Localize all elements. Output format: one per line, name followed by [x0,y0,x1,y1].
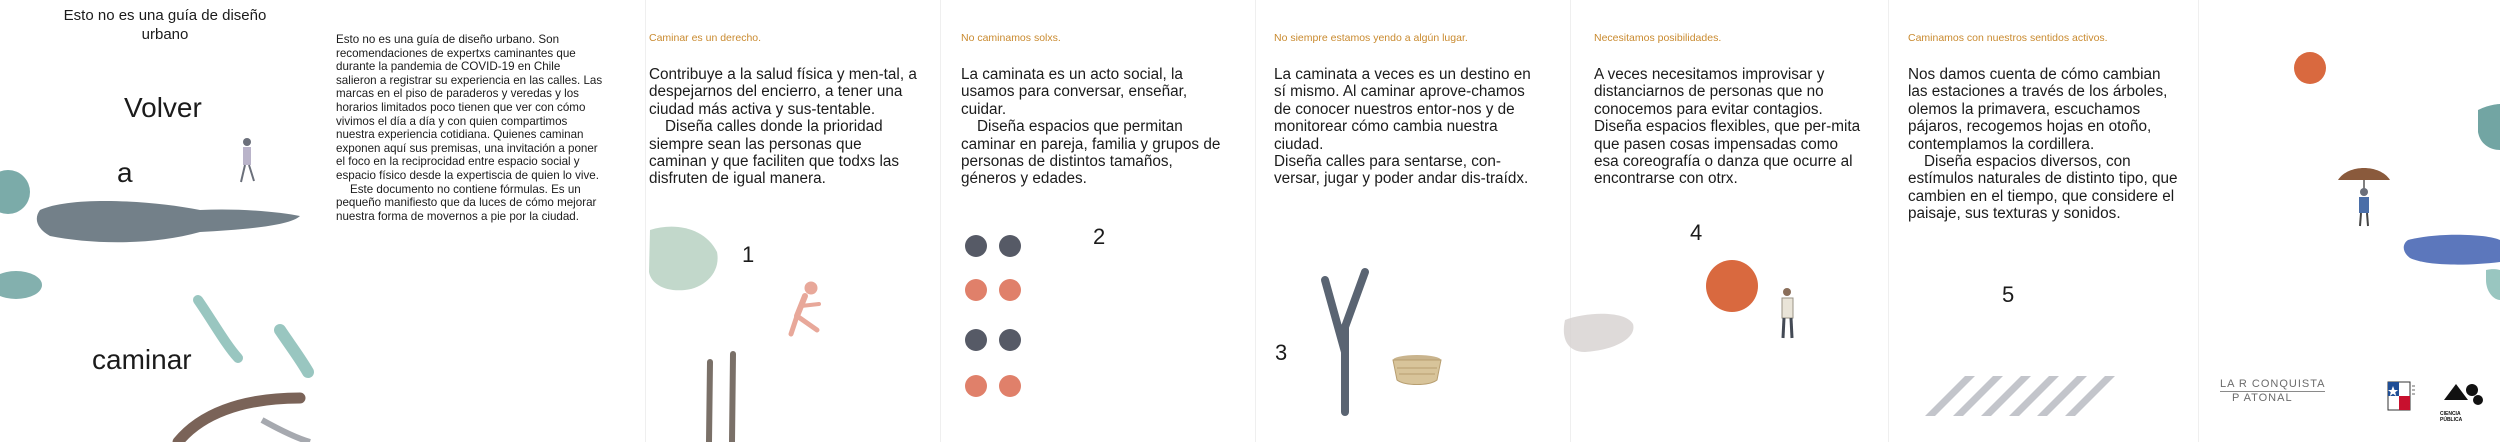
section-4-body [1594,66,1864,188]
teal-blob-right-lower [2486,269,2500,300]
intro-text [336,33,604,223]
cover-word-a: a [117,157,133,188]
section-2-dots-illustration [960,230,1080,410]
section-4-illustration [1555,242,1855,442]
teal-blob-left-lower [0,271,42,299]
la-reconquista-peatonal-logo [2220,378,2325,404]
orange-circle [1706,260,1758,312]
salmon-dot [965,375,987,397]
logo-line: LA R CONQUISTA [2220,378,2326,390]
blue-blob [2404,235,2500,265]
section-4-paragraph: Diseña espacios flexibles, que per-mita que pasen cosas impensadas como esa coreografía o danza que ocurre al encontrarse con otrx. [1594,118,1861,188]
section-1-number: 1 [742,242,755,267]
section-5-paragraph: Diseña espacios diversos, con estímulos naturales de distinto tipo, que cambien en el tiempo, que considere el paisaje, sus texturas y sonidos. [1908,153,2178,223]
standing-figure-icon [1782,288,1793,338]
ciencia-publica-logo-icon [2438,378,2488,412]
section-5-body [1908,66,2178,223]
section-1-illustration [645,212,925,442]
slate-stroke-bottom [262,420,310,442]
salmon-dot [965,279,987,301]
crosswalk-stripes-icon [1925,376,2115,416]
section-1-paragraph: Contribuye a la salud física y men-tal, a despejarnos del encierro, a tener una ciudad más activa y sus-tentable. [649,66,917,118]
section-5-label: Caminamos con nuestros sentidos activos. [1908,32,2108,44]
intro-paragraph: Esto no es una guía de diseño urbano. Son recomendaciones de expertxs caminantes que durante la pandemia de COVID-19 en Chile salieron a registrar su experiencia en las calles. Las marcas en el piso de paraderos y veredas y los horarios limitados poco tienen que ver con cómo vivimos el día a día y con quien compartimos nuestra experiencia cotidiana. Quienes caminan exponen aquí sus premisas, una invitación a poner el foco en la reciprocidad entre espacio social y espacio físico desde la expertiscia de quien lo vive. [336,33,603,182]
teal-stroke-2 [280,330,308,372]
green-wash-blob [649,227,718,291]
slate-dot [999,329,1021,351]
gobierno-seal-icon [2386,380,2416,420]
running-figure-icon [791,282,819,334]
ciencia-publica-label: CIENCIA PÚBLICA [2440,411,2463,423]
section-3-body [1274,66,1544,188]
brown-stroke [178,398,300,442]
slate-dot [999,235,1021,257]
section-4-paragraph: A veces necesitamos improvisar y distanciarnos de personas que no conocemos para evitar contagios. [1594,66,1825,118]
section-3-label: No siempre estamos yendo a algún lugar. [1274,32,1468,44]
section-5-paragraph: Nos damos cuenta de cómo cambian las estaciones a través de los árboles, olemos la primavera, escuchamos pájaros, recogemos hojas en otoño, contemplamos la cordillera. [1908,66,2168,153]
grey-wash-blob [1564,314,1634,352]
slate-dot [965,235,987,257]
post-icon [709,362,710,442]
cover-word-volver: Volver [124,92,202,123]
teal-stroke-1 [198,300,238,358]
walking-figure-icon [241,138,254,182]
section-3-paragraph: Diseña calles para sentarse, con-versar, jugar y poder andar dis-traídx. [1274,153,1529,188]
slate-shadow-blob [37,201,300,242]
intro-paragraph: Este documento no contiene fórmulas. Es un pequeño manifiesto que da luces de cómo mejorar nuestra forma de movernos a pie por la ciudad. [336,182,597,223]
panel-divider [940,0,941,442]
section-3-number: 3 [1275,340,1288,365]
slate-dot [965,329,987,351]
tree-fork-icon [1325,272,1365,412]
section-3-illustration [1255,252,1555,442]
basket-icon [1393,355,1441,385]
section-2-body [961,66,1231,188]
section-3-paragraph: La caminata a veces es un destino en sí mismo. Al caminar aprove-chamos de conocer nuestros entor-nos y de monitorear cómo cambia nuestra ciudad. [1274,66,1531,153]
umbrella-figure-icon [2338,168,2390,226]
section-4-label: Necesitamos posibilidades. [1594,32,1722,44]
teal-blob-left [0,170,30,214]
salmon-dot [999,279,1021,301]
section-1-paragraph: Diseña calles donde la prioridad siempre sean las personas que caminan y que faciliten que todxs las disfruten de igual manera. [649,118,899,188]
cover-word-caminar: caminar [92,344,192,375]
cover-panel [0,0,320,442]
section-2-paragraph: Diseña espacios que permitan caminar en pareja, familia y grupos de personas de distintos tamaños, géneros y edades. [961,118,1221,188]
teal-blob-right [2478,104,2500,150]
section-2-paragraph: La caminata es un acto social, la usamos para conversar, enseñar, cuidar. [961,66,1188,118]
cover-illustration [0,0,320,442]
salmon-dot [999,375,1021,397]
section-1-body [649,66,919,188]
cover-heading: Esto no es una guía de diseño urbano [63,7,267,43]
panel-divider [1888,0,1889,442]
logo-line: P ATONAL [2232,392,2293,404]
section-2-label: No caminamos solxs. [961,32,1061,44]
section-4-number: 4 [1690,220,1703,245]
crosswalk-illustration [1905,366,2135,436]
section-5-number: 5 [2002,282,2015,307]
section-1-label: Caminar es un derecho. [649,32,762,44]
orange-dot [2294,52,2326,84]
section-2-number: 2 [1093,224,1106,249]
back-cover-illustration [2198,0,2500,442]
post-icon [732,354,733,442]
